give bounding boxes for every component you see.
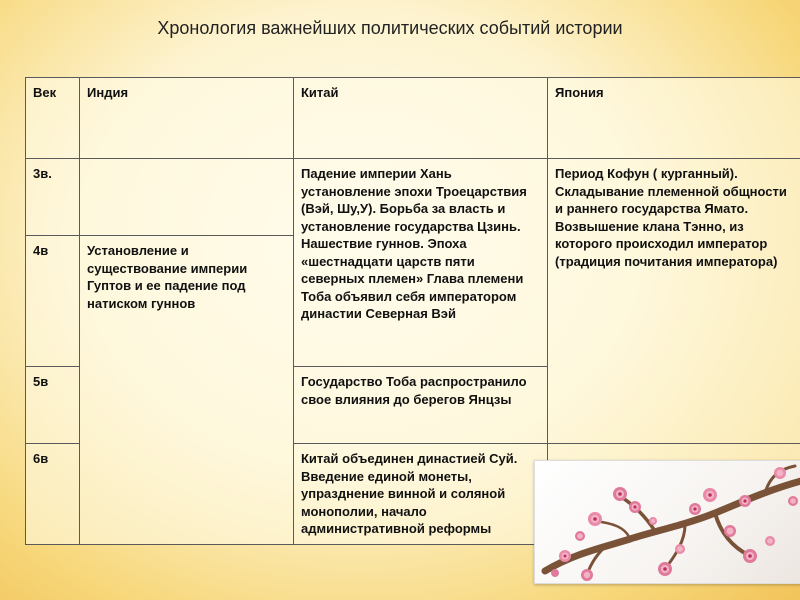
century-cell: 6в xyxy=(26,444,80,545)
header-india: Индия xyxy=(80,78,294,159)
cherry-blossom-branch-icon xyxy=(535,461,800,583)
china-cell: Падение империи Хань установление эпохи Троецарствия (Вэй, Шу,У). Борьба за власть и установление государства Цзинь. Нашествие гуннов. Эпоха «шестнадцати царств пяти северных племен» Глава племени Тоба объявил себя императором династии Северная Вэй xyxy=(294,159,548,367)
century-cell: 5в xyxy=(26,367,80,444)
table-header-row xyxy=(26,78,800,159)
century-cell: 3в. xyxy=(26,159,80,236)
page-title: Хронология важнейших политических событий истории xyxy=(157,18,623,38)
china-cell: Государство Тоба распространило свое влияния до берегов Янцзы xyxy=(294,367,548,444)
header-china: Китай xyxy=(294,78,548,159)
india-cell xyxy=(80,159,294,236)
china-cell: Китай объединен династией Суй. Введение единой монеты, упразднение винной и соляной монополии, начало административной реформы xyxy=(294,444,548,545)
header-century: Век xyxy=(26,78,80,159)
cherry-blossom-image xyxy=(534,460,800,584)
japan-cell: Период Кофун ( курганный). Складывание племенной общности и раннего государства Ямато. Возвышение клана Тэнно, из которого происходил император (традиция почитания императора) xyxy=(548,159,800,444)
century-cell: 4в xyxy=(26,236,80,367)
header-japan: Япония xyxy=(548,78,800,159)
table-row xyxy=(26,159,800,236)
india-cell: Установление и существование империи Гуптов и ее падение под натиском гуннов xyxy=(80,236,294,545)
